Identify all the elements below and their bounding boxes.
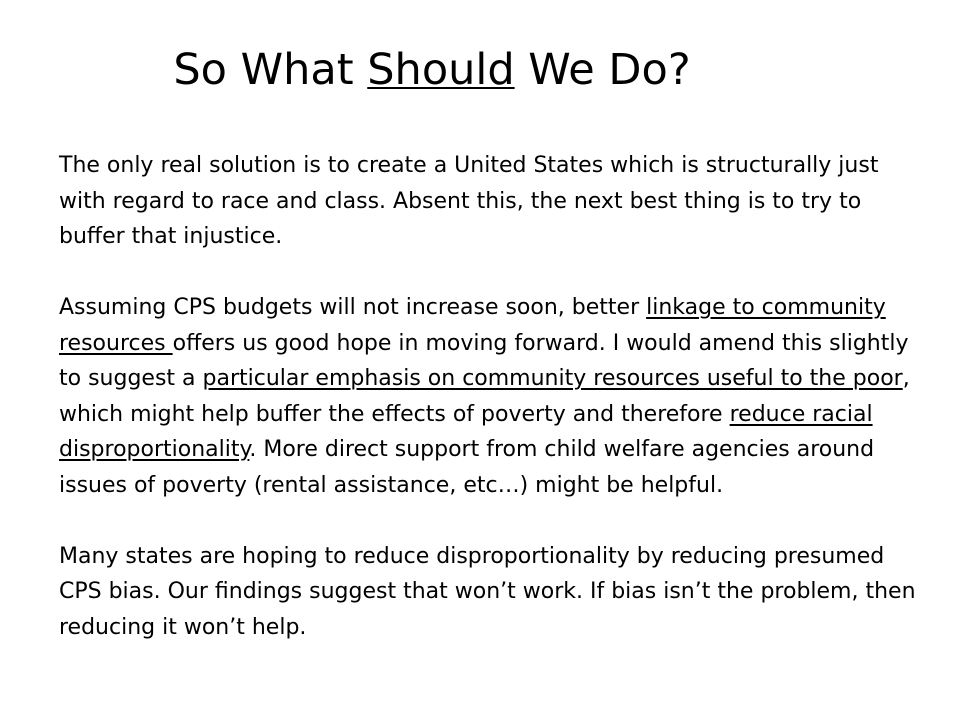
slide-body [59, 148, 919, 645]
paragraph-bias: Many states are hoping to reduce disproportionality by reducing presumed CPS bias. Our findings suggest that won’t work. If bias isn’t the problem, then reducing it won’t help. [59, 543, 916, 640]
paragraph-text: . More direct support from child welfare agencies around issues of poverty (rental assistance, etc…) might be helpful. [59, 437, 875, 498]
paragraph-spacer [59, 255, 919, 291]
paragraph-text: Assuming CPS budgets will not increase soon, better [59, 295, 647, 320]
paragraph-cps-budgets [59, 290, 919, 503]
title-emphasis-underlined: Should [367, 45, 515, 95]
paragraph-spacer [59, 503, 919, 539]
paragraph-solution: The only real solution is to create a United States which is structurally just with regard to race and class. Absent this, the next best thing is to try to buffer that injustice. [59, 153, 879, 249]
paragraph-text: , which might help buffer the effects of poverty and therefore [59, 366, 910, 427]
underlined-phrase-emphasis: particular emphasis on community resources useful to the poor [202, 366, 903, 391]
title-text-post: We Do? [514, 45, 691, 95]
title-text-pre: So What [173, 45, 368, 95]
underlined-phrase-disproportionality: reduce racial disproportionality [59, 401, 873, 462]
paragraph-text: offers us good hope in moving forward. I would amend this slightly to suggest a [59, 330, 909, 391]
underlined-phrase-linkage: linkage to community resources [59, 295, 886, 356]
slide-title [0, 40, 864, 100]
